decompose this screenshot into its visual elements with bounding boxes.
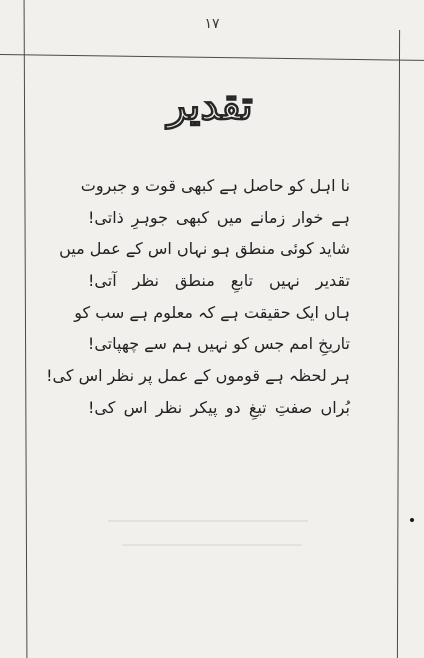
verse-line: تاریخِ امم جس کو نہیں ہم سے چھپاتی! bbox=[87, 334, 350, 354]
left-border-rule bbox=[24, 0, 28, 658]
bleed-through-mark bbox=[122, 544, 302, 546]
bleed-through-mark bbox=[108, 520, 308, 522]
poem-body bbox=[46, 170, 350, 424]
verse-line: تقدیر نہیں تابعِ منطق نظر آتی! bbox=[88, 271, 350, 291]
verse-line: ہاں ایک حقیقت ہے کہ معلوم ہے سب کو bbox=[74, 302, 350, 322]
verse-line: ہر لحظہ ہے قوموں کے عمل پر نظر اس کی! bbox=[46, 366, 350, 386]
verse-line: نا اہل کو حاصل ہے کبھی قوت و جبروت bbox=[80, 176, 350, 195]
ink-dot bbox=[410, 518, 414, 522]
verse-line: شاید کوئی منطق ہو نہاں اس کے عمل میں bbox=[59, 239, 350, 259]
top-border-rule bbox=[0, 54, 424, 61]
right-border-rule bbox=[397, 30, 400, 658]
poem-title: تقدیر bbox=[167, 82, 253, 129]
verse-line: بُراں صفتِ تیغِ دو پیکر نظر اس کی! bbox=[88, 397, 350, 417]
page-number: ۱۷ bbox=[204, 16, 220, 32]
verse-line: ہے خوار زمانے میں کبھی جوہرِ ذاتی! bbox=[88, 207, 350, 227]
